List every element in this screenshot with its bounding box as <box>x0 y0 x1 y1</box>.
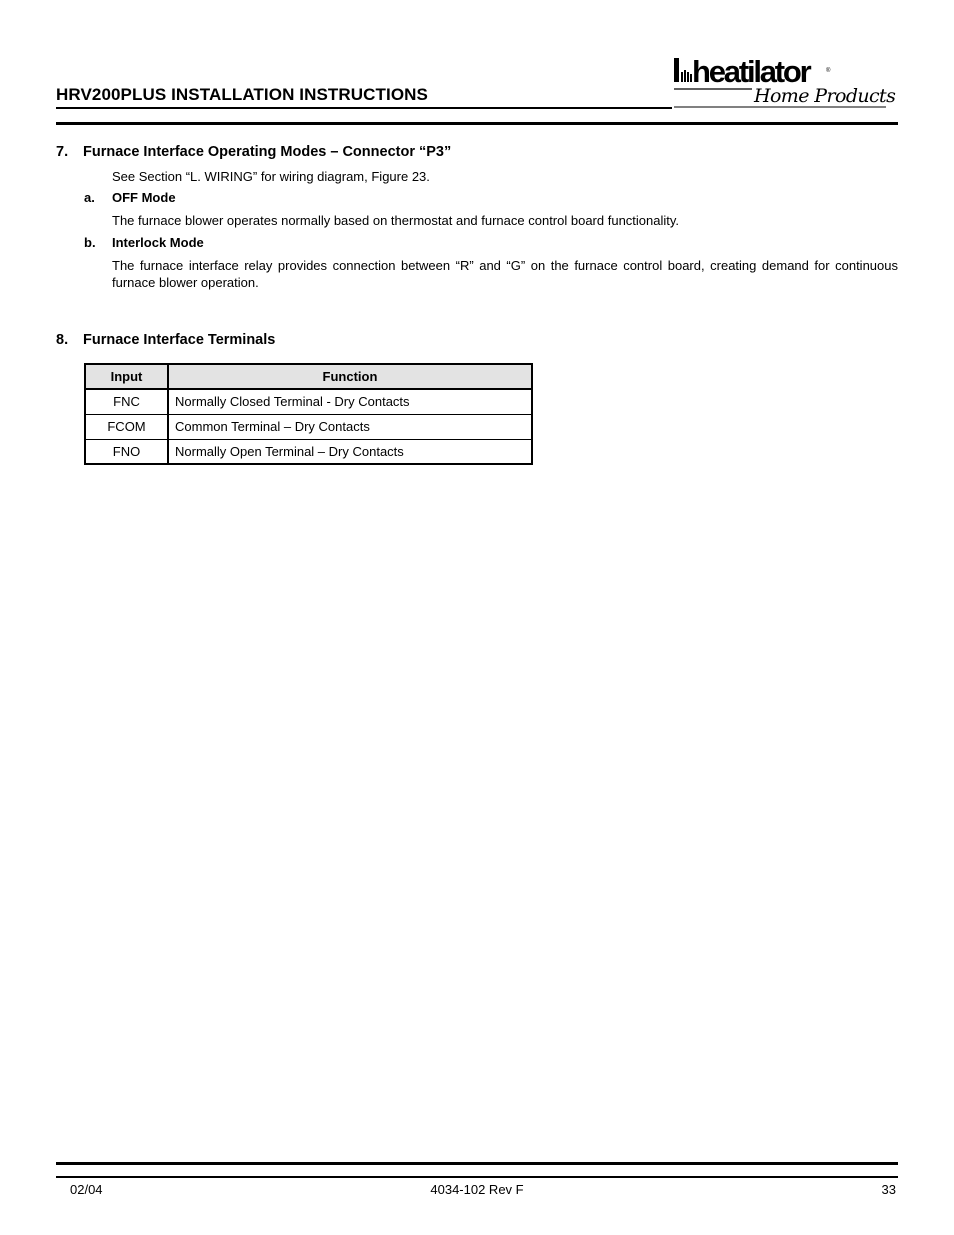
column-header-input: Input <box>85 364 168 389</box>
table-cell-input: FCOM <box>85 414 168 439</box>
section-7-number: 7. <box>56 144 69 160</box>
item-a-title: OFF Mode <box>112 190 176 205</box>
table-row <box>85 414 532 439</box>
footer-page-number: 33 <box>881 1182 896 1197</box>
header-rule-thick <box>56 122 898 125</box>
heatilator-logo <box>672 52 898 114</box>
footer-date: 02/04 <box>70 1182 103 1197</box>
footer-doc-number: 4034-102 Rev F <box>430 1182 524 1197</box>
section-8-heading <box>56 332 275 348</box>
item-b-text: The furnace interface relay provides connection between “R” and “G” on the furnace control board, creating demand for continuous furnace blower operation. <box>112 258 898 290</box>
logo-mark-flame <box>684 70 686 82</box>
table-cell-input: FNC <box>85 389 168 414</box>
item-a-letter: a. <box>84 190 95 205</box>
logo-mark-bar <box>674 58 679 82</box>
table-cell-function: Normally Open Terminal – Dry Contacts <box>168 439 532 464</box>
section-7-intro: See Section “L. WIRING” for wiring diagram, Figure 23. <box>112 169 430 184</box>
section-7-title: Furnace Interface Operating Modes – Connector “P3” <box>83 144 452 160</box>
column-header-function: Function <box>168 364 532 389</box>
logo-graphic <box>672 52 898 114</box>
item-b-title: Interlock Mode <box>112 235 204 250</box>
logo-mark-flame <box>681 72 683 82</box>
table-cell-input: FNO <box>85 439 168 464</box>
table-cell-function: Common Terminal – Dry Contacts <box>168 414 532 439</box>
item-b-letter: b. <box>84 235 96 250</box>
registered-mark: ® <box>826 68 831 74</box>
footer-rule-thick <box>56 1162 898 1165</box>
footer-rule <box>56 1176 898 1178</box>
logo-mark-flame <box>687 72 689 82</box>
section-7-heading <box>56 144 451 160</box>
item-a-text: The furnace blower operates normally based on thermostat and furnace control board functionality. <box>112 213 680 228</box>
section-8-title: Furnace Interface Terminals <box>83 332 276 348</box>
table-row <box>85 389 532 414</box>
item-a-heading <box>84 190 176 205</box>
logo-wordmark: heatilator <box>692 54 810 89</box>
table-header-row <box>85 364 532 389</box>
table-row <box>85 439 532 464</box>
furnace-terminals-table <box>84 363 533 465</box>
table-cell-function: Normally Closed Terminal - Dry Contacts <box>168 389 532 414</box>
logo-subtitle: Home Products <box>754 85 896 107</box>
item-b-heading <box>84 235 204 250</box>
page-header-title: HRV200PLUS INSTALLATION INSTRUCTIONS <box>56 85 428 104</box>
section-8-number: 8. <box>56 332 69 348</box>
